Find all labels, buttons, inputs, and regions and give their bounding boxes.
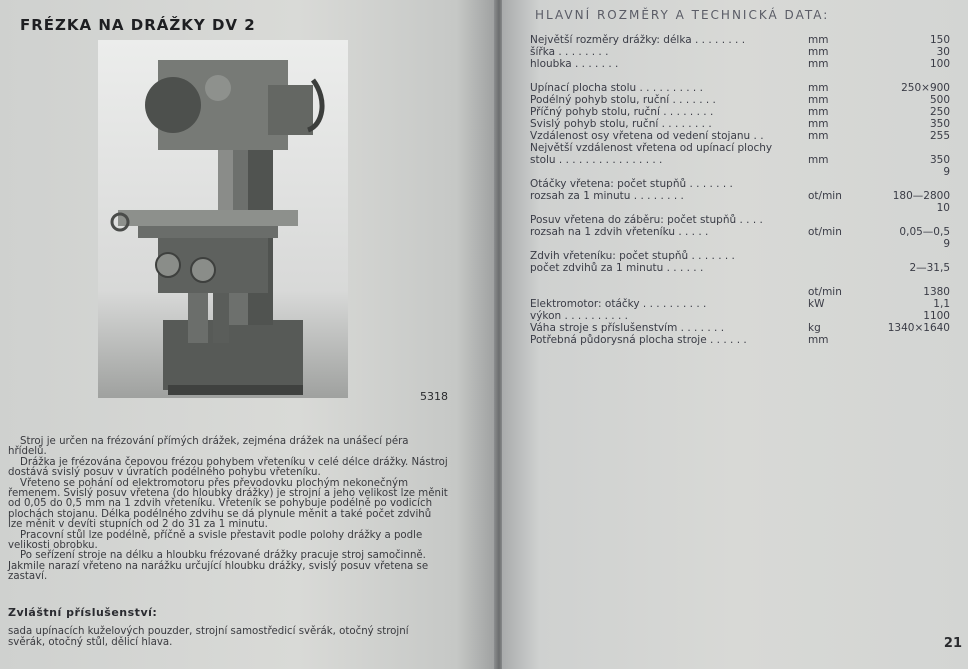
specs-table [530, 34, 950, 346]
spec-row [530, 178, 950, 190]
spec-row [530, 274, 950, 286]
specs-title: HLAVNÍ ROZMĚRY A TECHNICKÁ DATA: [535, 8, 830, 22]
spec-value: 1100 [923, 310, 950, 322]
spec-row [530, 82, 950, 94]
spec-label: počet zdvihů za 1 minutu . . . . . . [530, 262, 704, 274]
spec-row [530, 334, 950, 346]
spec-row [530, 250, 950, 262]
spec-label: rozsah na 1 zdvih vřeteníku . . . . . [530, 226, 709, 238]
spec-unit: mm [808, 34, 829, 46]
spec-unit: mm [808, 118, 829, 130]
spec-unit: mm [808, 130, 829, 142]
spec-row [530, 226, 950, 238]
spec-value: 350 [929, 154, 950, 166]
accessories-text: sada upínacích kuželových pouzder, strojní samostředicí svěrák, otočný strojní svěrák, otočný stůl, dělicí hlava. [8, 626, 409, 648]
spec-row [530, 106, 950, 118]
spec-value: 1380 [923, 286, 950, 298]
spec-label: Největší rozměry drážky: délka . . . . . . . . [530, 34, 746, 46]
spec-label: Váha stroje s příslušenstvím . . . . . . . [530, 322, 725, 334]
spec-unit: ot/min [808, 286, 842, 298]
spec-value: 100 [929, 58, 950, 70]
spec-label: výkon . . . . . . . . . . [530, 310, 628, 322]
spec-label: Otáčky vřetena: počet stupňů . . . . . . . [530, 178, 733, 190]
spec-value: 9 [943, 166, 950, 178]
spec-unit: kg [808, 322, 821, 334]
spec-value: 180—2800 [892, 190, 950, 202]
spec-unit: ot/min [808, 190, 842, 202]
spec-label: Podélný pohyb stolu, ruční . . . . . . . [530, 94, 716, 106]
spec-value: 30 [936, 46, 950, 58]
paragraph: Po seřízení stroje na délku a hloubku frézované drážky pracuje stroj samočinně. Jakmile narazí vřeteno na narážku určující hloubku drážky, svislý posuv vřetena se zastaví. [8, 550, 429, 583]
spec-row [530, 70, 950, 82]
milling-machine-illustration [98, 40, 348, 398]
spec-value: 150 [929, 34, 950, 46]
spec-row [530, 46, 950, 58]
spec-value: 10 [936, 202, 950, 214]
spec-value: 350 [929, 118, 950, 130]
spec-unit: mm [808, 82, 829, 94]
page-number: 21 [943, 636, 962, 651]
spec-label: Svislý pohyb stolu, ruční . . . . . . . . [530, 118, 712, 130]
spec-label: šířka . . . . . . . . [530, 46, 609, 58]
spec-row [530, 298, 950, 310]
spec-label: Vzdálenost osy vřetena od vedení stojanu . . [530, 130, 764, 142]
spec-value: 255 [929, 130, 950, 142]
spec-label: hloubka . . . . . . . [530, 58, 619, 70]
spec-label: Posuv vřetena do záběru: počet stupňů . . . . [530, 214, 763, 226]
spec-value: 2—31,5 [909, 262, 950, 274]
spec-row [530, 286, 950, 298]
spec-value: 250 [929, 106, 950, 118]
spec-row [530, 142, 950, 154]
paragraph: Drážka je frézována čepovou frézou pohybem vřeteníku v celé délce drážky. Nástroj dostává svislý posuv v úvratích podélného pohybu vřeteníku. [8, 456, 448, 479]
spec-value: 9 [943, 238, 950, 250]
spec-label: Elektromotor: otáčky . . . . . . . . . . [530, 298, 707, 310]
spec-value: 250×900 [901, 82, 950, 94]
description-text [8, 437, 448, 583]
spec-row [530, 118, 950, 130]
spec-label: Příčný pohyb stolu, ruční . . . . . . . . [530, 106, 714, 118]
spec-row [530, 202, 950, 214]
spec-row [530, 310, 950, 322]
paragraph: Vřeteno se pohání od elektromotoru přes převodovku plochým nekonečným řemenem. Svislý posuv vřetena (do hloubky drážky) je strojní a jeho velikost lze měnit od 0,05 do 0,5 mm na 1 zdvih vřeteníku. Vřeteník se pohybuje podélně po vodicích plochách stojanu. Délka podélného zdvihu se dá plynule měnit a také počet zdvihů lze měnit v devíti stupních od 2 do 31 za 1 minutu. [8, 477, 448, 531]
paragraph: Pracovní stůl lze podélně, příčně a svisle přestavit podle polohy drážky a podle velikosti obrobku. [8, 529, 423, 552]
spec-unit: mm [808, 154, 829, 166]
spec-row [530, 34, 950, 46]
spec-label: Upínací plocha stolu . . . . . . . . . . [530, 82, 703, 94]
spec-unit: mm [808, 94, 829, 106]
spec-label: Zdvih vřeteníku: počet stupňů . . . . . . . [530, 250, 735, 262]
spec-row [530, 154, 950, 166]
spec-row [530, 166, 950, 178]
spec-value: 500 [929, 94, 950, 106]
machine-photo [98, 40, 348, 398]
spec-unit: mm [808, 46, 829, 58]
spec-value: 1340×1640 [887, 322, 950, 334]
page-title: FRÉZKA NA DRÁŽKY DV 2 [20, 16, 256, 34]
spec-unit: kW [808, 298, 825, 310]
spec-unit: mm [808, 334, 829, 346]
accessories-heading: Zvláštní příslušenství: [8, 606, 158, 619]
spec-label: Největší vzdálenost vřetena od upínací plochy [530, 142, 773, 154]
spec-row [530, 262, 950, 274]
paragraph: Stroj je určen na frézování přímých drážek, zejména drážek na unášecí péra hřídelů. [8, 436, 409, 458]
spec-row [530, 190, 950, 202]
spec-row [530, 130, 950, 142]
spec-value: 1,1 [933, 298, 950, 310]
spec-label: stolu . . . . . . . . . . . . . . . . [530, 154, 663, 166]
spec-unit: mm [808, 106, 829, 118]
spec-unit: mm [808, 58, 829, 70]
spec-row [530, 94, 950, 106]
spec-row [530, 214, 950, 226]
spec-row [530, 58, 950, 70]
spec-label: rozsah za 1 minutu . . . . . . . . [530, 190, 684, 202]
spec-unit: ot/min [808, 226, 842, 238]
photo-number: 5318 [420, 390, 448, 403]
spec-row [530, 322, 950, 334]
spec-value: 0,05—0,5 [899, 226, 950, 238]
spec-row [530, 238, 950, 250]
spec-label: Potřebná půdorysná plocha stroje . . . . . . [530, 334, 747, 346]
